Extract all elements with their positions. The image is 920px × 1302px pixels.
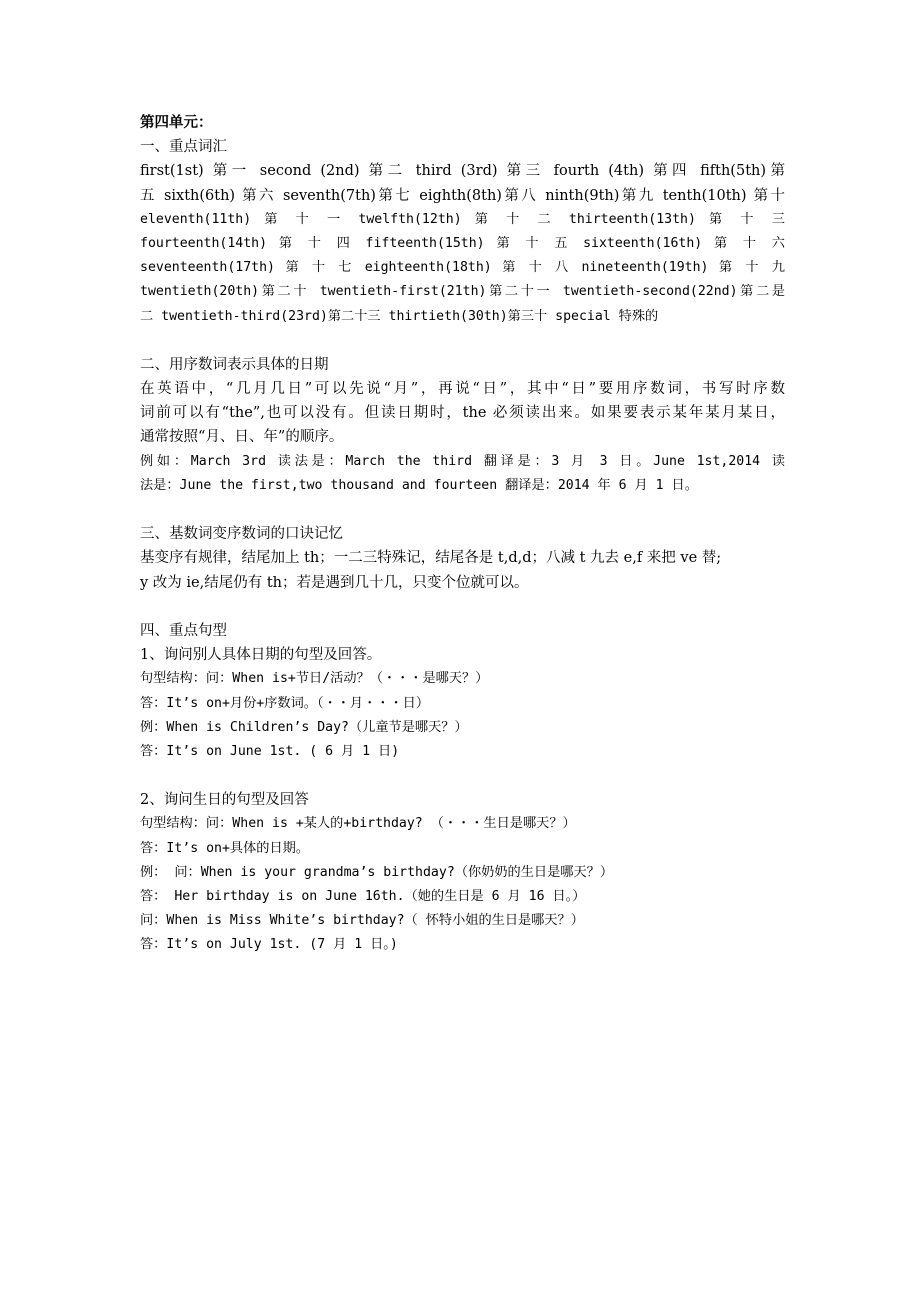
paragraph-line: 在英语中，“几月几日”可以先说“月”，再说“日”，其中“日”要用序数词，书写时序数: [140, 381, 785, 398]
vocab-line: first(1st) 第一 second (2nd) 第二 third (3rd) 第三 fourth (4th) 第四 fifth(5th)第: [140, 163, 785, 180]
spacer: [140, 329, 785, 353]
section1-heading: 一、重点词汇: [140, 139, 227, 156]
vocab-line: twentieth(20th)第二十 twentieth-first(21th)第二十一 twentieth-second(22nd)第二是: [140, 284, 785, 300]
sentence-line: 句型结构：问：When is +某人的+birthday? （・・・生日是哪天？）: [140, 816, 576, 832]
sentence-line: 例： 问：When is your grandma’s birthday?（你奶奶的生日是哪天？）: [140, 864, 614, 880]
vocab-line: 五 sixth(6th) 第六 seventh(7th)第七 eighth(8th)第八 ninth(9th)第九 tenth(10th) 第十: [140, 187, 785, 204]
vocab-line: fourteenth(14th) 第 十 四 fifteenth(15th) 第 十 五 sixteenth(16th) 第 十 六: [140, 235, 785, 251]
paragraph-line: 例如：March 3rd 读法是：March the third 翻译是：3 月 3 日。June 1st,2014 读: [140, 453, 785, 469]
sentence-line: 答：It’s on+具体的日期。: [140, 840, 310, 856]
vocab-line: seventeenth(17th) 第 十 七 eighteenth(18th) 第 十 八 nineteenth(19th) 第 十 九: [140, 260, 785, 276]
vocab-line: 二 twentieth-third(23rd)第二十三 thirtieth(30th)第三十 special 特殊的: [140, 308, 659, 324]
sentence-line: 问：When is Miss White’s birthday?（ 怀特小姐的生日是哪天？）: [140, 913, 584, 929]
spacer: [140, 764, 785, 788]
paragraph-line: y 改为 ie,结尾仍有 th；若是遇到几十几，只变个位就可以。: [140, 574, 529, 591]
subsection-title: 2、询问生日的句型及回答: [140, 792, 309, 809]
section3-heading: 三、基数词变序数词的口诀记忆: [140, 526, 343, 543]
spacer: [140, 498, 785, 522]
section4-heading: 四、重点句型: [140, 622, 227, 639]
section2-heading: 二、用序数词表示具体的日期: [140, 356, 329, 373]
sentence-line: 答：It’s on+月份+序数词。（・・月・・・日）: [140, 695, 430, 711]
unit-title: 第四单元：: [140, 114, 213, 131]
paragraph-line: 词前可以有“the”,也可以没有。但读日期时，the 必须读出来。如果要表示某年某月某日，: [140, 405, 785, 422]
sentence-line: 答：It’s on July 1st. (7 月 1 日。): [140, 937, 398, 953]
spacer: [140, 595, 785, 619]
paragraph-line: 通常按照“月、日、年”的顺序。: [140, 429, 344, 446]
sentence-line: 答：It’s on June 1st. ( 6 月 1 日): [140, 743, 400, 759]
sentence-line: 例：When is Children’s Day?（儿童节是哪天？）: [140, 719, 468, 735]
vocab-line: eleventh(11th) 第 十 一 twelfth(12th) 第 十 二 thirteenth(13th) 第 十 三: [140, 211, 785, 227]
paragraph-line: 基变序有规律，结尾加上 th；一二三特殊记，结尾各是 t,d,d；八减 t 九去 e,f 来把 ve 替;: [140, 550, 722, 567]
sentence-line: 答： Her birthday is on June 16th.（她的生日是 6 月 16 日。）: [140, 889, 586, 904]
document-page: [140, 111, 785, 958]
sentence-line: 句型结构：问：When is+节日/活动？（・・・是哪天？）: [140, 671, 489, 687]
subsection-title: 1、询问别人具体日期的句型及回答。: [140, 647, 382, 664]
paragraph-line: 法是：June the first,two thousand and fourteen 翻译是：2014 年 6 月 1 日。: [140, 477, 698, 493]
